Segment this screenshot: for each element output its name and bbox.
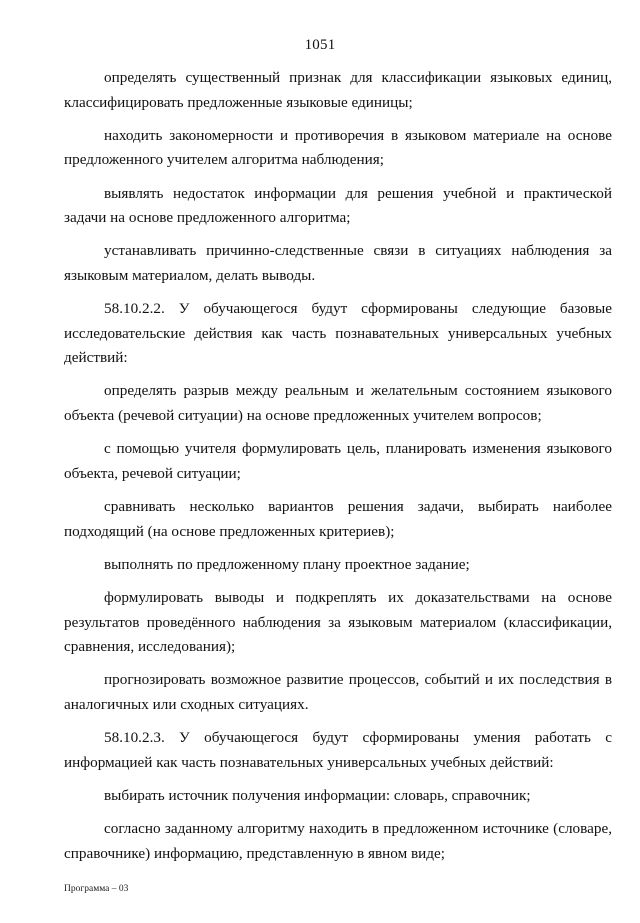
paragraph: выбирать источник получения информации: словарь, справочник; xyxy=(104,787,531,805)
section-heading-paragraph: 58.10.2.3. У обучающегося будут сформированы умения работать с информацией как часть познавательных универсальных учебных действий: xyxy=(64,729,612,771)
paragraph: выполнять по предложенному плану проектное задание; xyxy=(104,555,470,573)
section-heading-paragraph: 58.10.2.2. У обучающегося будут сформированы следующие базовые исследовательские действия как часть познавательных универсальных учебных действий: xyxy=(64,300,612,367)
body-text xyxy=(64,66,612,875)
paragraph: прогнозировать возможное развитие процессов, событий и их последствия в аналогичных или сходных ситуациях. xyxy=(64,671,612,713)
paragraph: устанавливать причинно-следственные связи в ситуациях наблюдения за языковым материалом, делать выводы. xyxy=(64,242,612,284)
paragraph: с помощью учителя формулировать цель, планировать изменения языкового объекта, речевой ситуации; xyxy=(64,440,612,482)
paragraph: находить закономерности и противоречия в языковом материале на основе предложенного учителем алгоритма наблюдения; xyxy=(64,126,612,169)
paragraph: выявлять недостаток информации для решения учебной и практической задачи на основе предложенного алгоритма; xyxy=(64,184,612,227)
paragraph: определять существенный признак для классификации языковых единиц, классифицировать предложенные языковые единицы; xyxy=(64,69,612,111)
paragraph: формулировать выводы и подкреплять их доказательствами на основе результатов проведённого наблюдения за языковым материалом (классификации, сравнения, исследования); xyxy=(64,589,612,656)
paragraph: согласно заданному алгоритму находить в предложенном источнике (словаре, справочнике) информацию, представленную в явном виде; xyxy=(64,820,612,862)
footer-label: Программа – 03 xyxy=(64,884,129,894)
page-number: 1051 xyxy=(304,37,336,53)
paragraph: определять разрыв между реальным и желательным состоянием языкового объекта (речевой ситуации) на основе предложенных учителем вопросов; xyxy=(64,382,612,424)
paragraph: сравнивать несколько вариантов решения задачи, выбирать наиболее подходящий (на основе предложенных критериев); xyxy=(64,498,612,540)
